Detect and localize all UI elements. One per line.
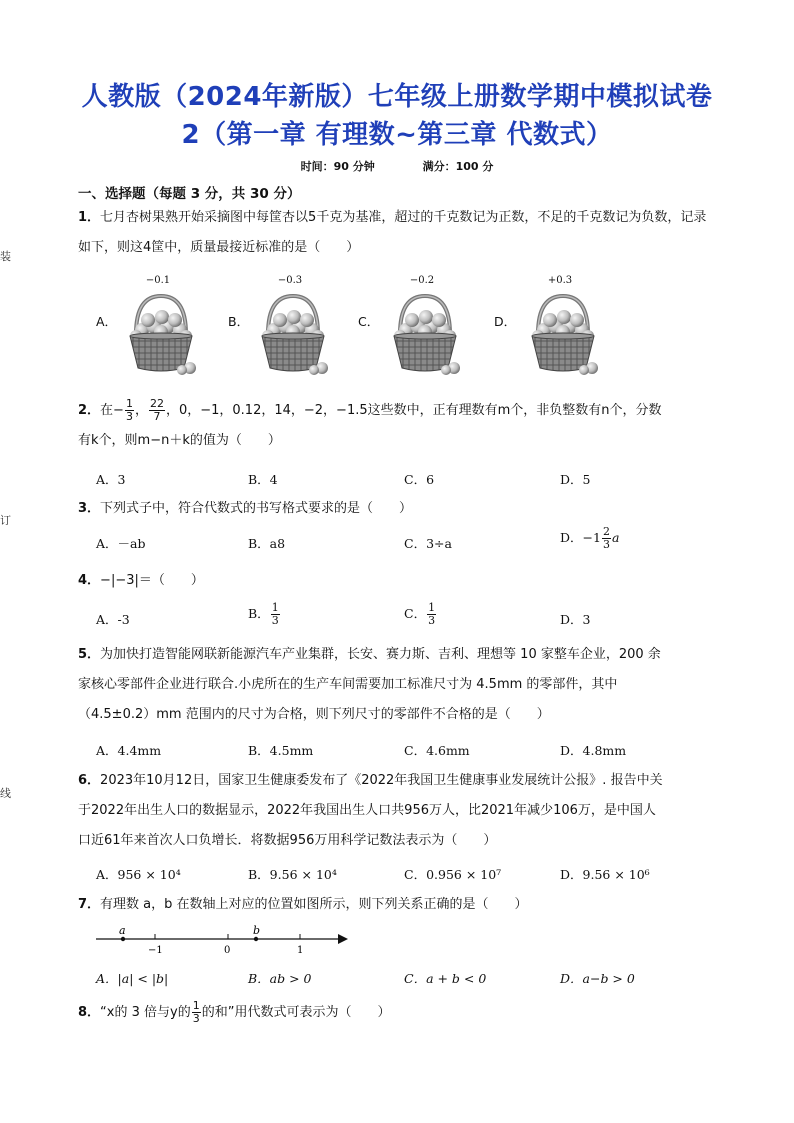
- option-d[interactable]: D．a−b > 0: [560, 971, 635, 986]
- denominator: 3: [192, 1012, 200, 1025]
- basket-label: −0.2: [409, 275, 435, 286]
- question-4: [78, 566, 718, 596]
- option-d-pre: D．−1: [560, 530, 601, 545]
- question-number: 7．: [78, 897, 101, 912]
- option-c[interactable]: C．6: [404, 472, 435, 487]
- option-c[interactable]: C．0.956 × 10⁷: [404, 867, 502, 882]
- q5-line-2: 家核心零部件企业进行联合.小虎所在的生产车间需要加工标准尺寸为 4.5mm 的零部件，其中: [78, 677, 618, 692]
- option-d[interactable]: D．3: [560, 612, 591, 627]
- basket-label: −0.1: [145, 275, 171, 286]
- title-line-1: 人教版（2024年新版）七年级上册数学期中模拟试卷: [81, 82, 713, 112]
- q6-line-1: 2023年10月12日，国家卫生健康委发布了《2022年我国卫生健康事业发展统计公报》. 报告中关: [100, 773, 663, 788]
- option-b[interactable]: B．ab > 0: [248, 971, 312, 986]
- score-label: 满分：100 分: [422, 160, 494, 173]
- option-c[interactable]: C．4.6mm: [404, 743, 470, 758]
- point-b: [254, 937, 258, 941]
- exam-meta: [0, 158, 794, 174]
- option-b[interactable]: B．4.5mm: [248, 743, 314, 758]
- option-a[interactable]: A．4.4mm: [96, 743, 162, 758]
- question-8: [78, 998, 718, 1028]
- option-b[interactable]: B．4: [248, 472, 278, 487]
- question-number: 4．: [78, 573, 101, 588]
- option-b-pre: B．: [248, 606, 270, 621]
- question-7: [78, 890, 718, 920]
- fraction: [427, 602, 436, 627]
- q2-pre: 在−: [100, 403, 124, 418]
- question-2: [78, 396, 718, 456]
- axis-arrow: [338, 934, 348, 944]
- numerator: 1: [428, 601, 436, 614]
- basket-icon: [388, 290, 462, 376]
- label-a: a: [119, 924, 126, 937]
- question-number: 2．: [78, 403, 101, 418]
- numerator: 22: [149, 397, 164, 410]
- q5-line-1: 为加快打造智能网联新能源汽车产业集群，长安、赛力斯、吉利、理想等 10 家整车企业，200 余: [100, 647, 661, 662]
- option-letter: D．: [494, 314, 517, 329]
- title-line-2: 2（第一章 有理数~第三章 代数式）: [181, 120, 613, 150]
- q2-sep: ，: [134, 403, 148, 418]
- basket-icon: [124, 290, 198, 376]
- question-number: 3．: [78, 501, 101, 516]
- label-neg1: −1: [148, 945, 163, 956]
- option-d[interactable]: D．9.56 × 10⁶: [560, 867, 650, 882]
- option-b[interactable]: B．9.56 × 10⁴: [248, 867, 337, 882]
- margin-mark-1: 装: [0, 250, 11, 263]
- numerator: 2: [602, 525, 610, 538]
- option-letter: A．: [96, 314, 118, 329]
- question-number: 6．: [78, 773, 101, 788]
- option-b[interactable]: [248, 602, 281, 627]
- option-d[interactable]: D．5: [560, 472, 591, 487]
- margin-mark-3: 线: [0, 787, 11, 800]
- basket-label: −0.3: [277, 275, 303, 286]
- option-a[interactable]: A．956 × 10⁴: [96, 867, 181, 882]
- q6-line-2: 于2022年出生人口的数据显示，2022年我国出生人口共956万人，比2021年减少106万，是中国人: [78, 803, 656, 818]
- label-zero: 0: [224, 945, 231, 956]
- option-a[interactable]: A．3: [96, 472, 126, 487]
- fraction: [602, 526, 611, 551]
- option-d-post: a: [611, 530, 620, 545]
- point-a: [121, 937, 125, 941]
- option-letter: C．: [358, 314, 380, 329]
- option-d[interactable]: [560, 526, 619, 551]
- fraction: [192, 1000, 201, 1025]
- question-number: 8．: [78, 1005, 101, 1020]
- option-c[interactable]: [404, 602, 437, 627]
- option-d[interactable]: D．4.8mm: [560, 743, 627, 758]
- question-5: [78, 640, 718, 730]
- option-a[interactable]: A．|a| < |b|: [96, 971, 169, 986]
- exam-title: [60, 78, 734, 154]
- question-3: [78, 494, 718, 524]
- q8-pre: “x的 3 倍与y的: [100, 1005, 191, 1020]
- question-1: [78, 203, 718, 263]
- numerator: 1: [125, 397, 133, 410]
- denominator: 7: [153, 410, 161, 423]
- basket-icon: [526, 290, 600, 376]
- option-letter: B．: [228, 314, 250, 329]
- section-heading: 一、选择题（每题 3 分，共 30 分）: [78, 186, 301, 202]
- basket-icon: [256, 290, 330, 376]
- option-c[interactable]: C．a + b < 0: [404, 971, 487, 986]
- question-text: 七月杏树果熟开始采摘图中每筐杏以5千克为基准，超过的千克数记为正数，不足的千克数记为负数，记录如下，则这4筐中，质量最接近标准的是（ ）: [78, 210, 707, 255]
- q8-post: 的和”用代数式可表示为（ ）: [201, 1005, 391, 1020]
- time-label: 时间：90 分钟: [300, 160, 375, 173]
- option-a[interactable]: A．－ab: [96, 536, 146, 551]
- option-a[interactable]: A．-3: [96, 612, 130, 627]
- option-c[interactable]: C．3÷a: [404, 536, 452, 551]
- option-c-pre: C．: [404, 606, 427, 621]
- denominator: 3: [428, 614, 436, 627]
- q2-rest-1: ，0，−1，0.12，14，−2，−1.5这些数中，正有理数有m个，非负整数有n个，分数: [165, 403, 662, 418]
- q5-line-3: （4.5±0.2）mm 范围内的尺寸为合格，则下列尺寸的零部件不合格的是（ ）: [78, 707, 550, 722]
- q1-options: [96, 275, 716, 378]
- question-text: 下列式子中，符合代数式的书写格式要求的是（ ）: [100, 501, 413, 516]
- denominator: 3: [602, 538, 610, 551]
- denominator: 3: [271, 614, 279, 627]
- question-text: −|−3|＝（ ）: [100, 573, 204, 588]
- label-one: 1: [297, 945, 304, 956]
- q2-rest-2: 有k个，则m−n＋k的值为（ ）: [78, 433, 281, 448]
- q6-line-3: 口近61年来首次人口负增长．将数据956万用科学记数法表示为（ ）: [78, 833, 497, 848]
- question-text: 有理数 a，b 在数轴上对应的位置如图所示，则下列关系正确的是（ ）: [100, 897, 528, 912]
- fraction: [125, 398, 134, 423]
- numerator: 1: [192, 999, 200, 1012]
- numerator: 1: [271, 601, 279, 614]
- basket-label: +0.3: [547, 275, 573, 286]
- fraction: [149, 398, 165, 423]
- number-line: [92, 922, 352, 958]
- question-number: 1．: [78, 210, 101, 225]
- label-b: b: [253, 924, 261, 937]
- margin-mark-2: 订: [0, 514, 11, 527]
- question-number: 5．: [78, 647, 101, 662]
- fraction: [271, 602, 280, 627]
- denominator: 3: [125, 410, 133, 423]
- option-b[interactable]: B．a8: [248, 536, 286, 551]
- question-6: [78, 766, 718, 856]
